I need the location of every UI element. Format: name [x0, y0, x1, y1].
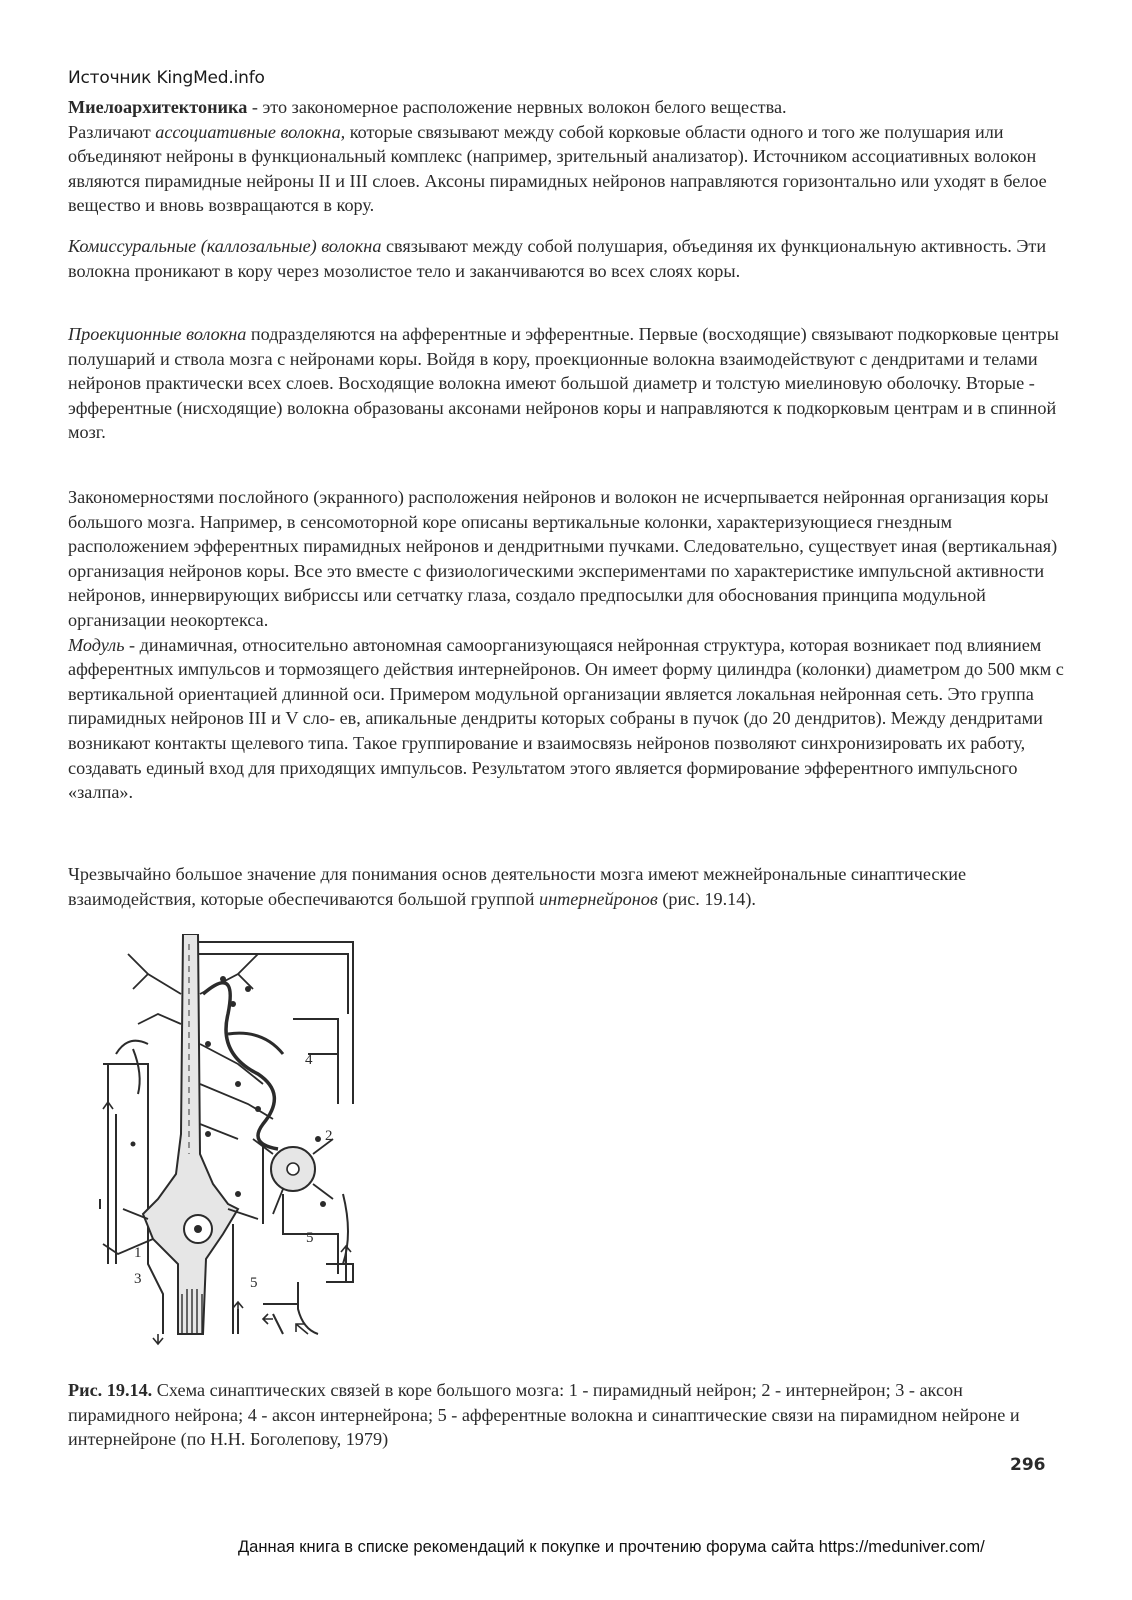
paragraph-interneurons [68, 862, 1068, 911]
paragraph-myeloarchitectonics [68, 95, 1068, 218]
figure-caption-text: Схема синаптических связей в коре большого мозга: 1 - пирамидный нейрон; 2 - интернейрон; 3 - аксон пирамидного нейрона; 4 - аксон интернейрона; 5 - афферентные волокна и синаптические связи на пирамидном нейроне и интернейроне (по Н.Н. Боголепову, 1979) [68, 1380, 1020, 1450]
paragraph-text: - динамичная, относительно автономная самоорганизующаяся нейронная структура, которая возникает под влиянием афферентных импульсов и тормозящего действия интернейронов. Он имеет форму цилиндра (колонки) диаметром до 500 мкм с вертикальной ориентацией длинной оси. Примером модульной организации является локальная нейронная сеть. Это группа пирамидных нейронов III и V сло- ев, апикальные дендриты которых собраны в пучок (до 20 дендритов). Между дендритами возникают контакты щелевого типа. Такое группирование и взаимосвязь нейронов позволяют синхронизировать их работу, создавать единый вход для приходящих импульсов. Результатом этого является формирование эфферентного импульсного «залпа». [68, 634, 1064, 803]
paragraph-text: - это закономерное расположение нервных волокон белого вещества. [247, 97, 787, 117]
paragraph-text: Различают [68, 121, 156, 142]
paragraph-text: Закономерностями послойного (экранного) расположения нейронов и волокон не исчерпывается нейронная организация коры большого мозга. Например, в сенсомоторной коре описаны вертикальные колонки, характеризующиеся гнездным расположением эфферентных пирамидных нейронов и дендритными пучками. Следовательно, существует иная (вертикальная) организация нейронов коры. Все это вместе с физиологическими экспериментами по характеристике импульсной активности нейронов, иннервирующих вибриссы или сетчатку глаза, создало предпосылки для обоснования принципа модульной организации неокортекса. [68, 487, 1058, 630]
paragraph-modules [68, 485, 1068, 805]
source-header: Источник KingMed.info [68, 68, 265, 88]
paragraph-projection [68, 322, 1068, 445]
label-5-center: 5 [250, 1275, 258, 1291]
page-number: 296 [1010, 1455, 1046, 1475]
term-module: Модуль [68, 634, 125, 655]
term-projection-fibers: Проекционные волокна [68, 324, 247, 344]
term-association-fibers: ассоциативные волокна, [155, 121, 346, 142]
paragraph-text: (рис. 19.14). [657, 888, 756, 909]
term-interneurons: интернейронов [538, 888, 658, 909]
paragraph-text: подразделяются на афферентные и эфферентные. Первые (восходящие) связывают подкорковые центры полушарий и ствола мозга с нейронами коры. Войдя в кору, проекционные волокна взаимодействуют с дендритами и телами нейронов практически всех слоев. Восходящие волокна имеют большой диаметр и толстую миелиновую оболочку. Вторые - эфферентные (нисходящие) волокна образованы аксонами нейронов коры и направляются к подкорковым центрам и в спинной мозг. [68, 324, 1059, 443]
label-3: 3 [134, 1271, 142, 1287]
figure-caption-label: Рис. 19.14. [68, 1380, 153, 1400]
paragraph-commissural [68, 234, 1068, 283]
label-1: 1 [134, 1245, 142, 1261]
label-2: 2 [325, 1128, 333, 1144]
label-4: 4 [305, 1052, 313, 1068]
term-myeloarchitectonics: Миелоархитектоника [68, 97, 248, 117]
paragraph-text: которые связывают между собой корковые области одного и того же полушария или объединяют нейроны в функциональный комплекс (например, зрительный анализатор). Источником ассоциативных волокон являются пирамидные нейроны II и III слоев. Аксоны пирамидных нейронов направляются горизонтально или уходят в белое вещество и вновь возвращаются в кору. [68, 121, 1047, 216]
label-5-right: 5 [306, 1230, 314, 1246]
paragraph-text: связывают между собой полушария, объединяя их функциональную активность. Эти волокна проникают в кору через мозолистое тело и заканчиваются во всех слоях коры. [68, 236, 1047, 281]
figure-caption [68, 1378, 1068, 1452]
footer-note: Данная книга в списке рекомендаций к покупке и прочтению форума сайта https://meduniver.com/ [238, 1538, 985, 1556]
synaptic-connections-figure [88, 934, 378, 1359]
paragraph-text: Чрезвычайно большое значение для понимания основ деятельности мозга имеют межнейрональные синаптические взаимодействия, которые обеспечиваются большой группой [68, 864, 967, 909]
term-commissural-fibers: Комиссуральные (каллозальные) волокна [68, 236, 382, 256]
